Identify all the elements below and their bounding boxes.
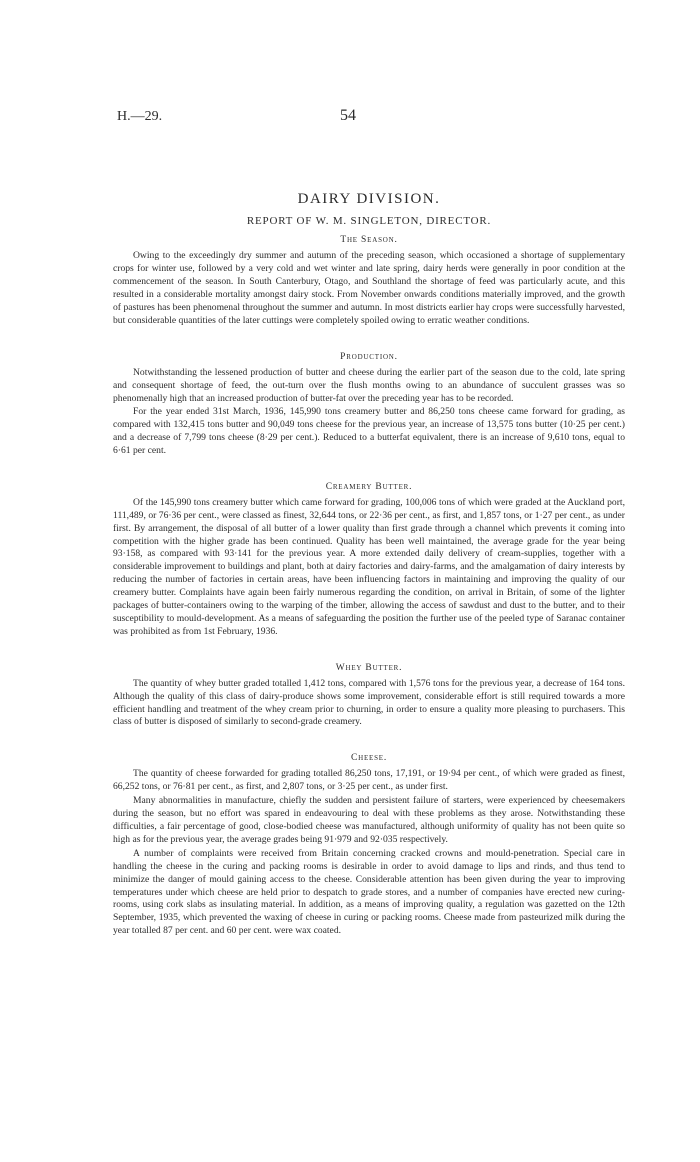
paragraph: For the year ended 31st March, 1936, 145,990 tons creamery butter and 86,250 tons cheese came forward for grading, as compared with 132,415 tons butter and 90,049 tons cheese for the previous year, an increase of 13,575 tons butter (10·25 per cent.) and a decrease of 7,799 tons cheese (8·29 per cent.). Reduced to a butterfat equivalent, there is an increase of 9,610 tons, equal to 6·61 per cent. (113, 406, 625, 456)
section-heading: Creamery Butter. (325, 481, 413, 492)
section-heading: Production. (340, 352, 398, 363)
paragraph: Many abnormalities in manufacture, chiefly the sudden and persistent failure of starters, were experienced by cheesemakers during the season, but no effort was spared in endeavouring to deal with these problems as they arose. Notwithstanding these difficulties, a fair percentage of good, close-bodied cheese was manufactured, although uniformity of quality has not been quite so high as for the previous year, the average grades being 91·979 and 92·035 respectively. (113, 795, 625, 845)
document-title: DAIRY DIVISION. (297, 191, 441, 207)
section-whey-butter (113, 662, 625, 730)
document-body (113, 190, 625, 938)
section-heading: Whey Butter. (335, 662, 403, 673)
section-creamery-butter (113, 481, 625, 639)
section-cheese (113, 752, 625, 938)
paragraph: The quantity of cheese forwarded for grading totalled 86,250 tons, 17,191, or 19·94 per cent., of which were graded as finest, 66,252 tons, or 76·81 per cent., as first, and 2,807 tons, or 3·25 per cent., as under first. (113, 768, 625, 793)
paragraph: Notwithstanding the lessened production of butter and cheese during the earlier part of the season due to the cold, late spring and consequent shortage of feed, the out-turn over the flush months owing to an abundance of succulent grasses was so phenomenally high that an increased production of butter-fat over the preceding year has to be recorded. (113, 367, 625, 405)
paragraph: The quantity of whey butter graded totalled 1,412 tons, compared with 1,576 tons for the previous year, a decrease of 164 tons. Although the quality of this class of dairy-produce shows some improvement, considerable effort is still required towards a more efficient handling and treatment of the whey cream prior to churning, in order to ensure a quality more pleasing to purchasers. This class of butter is disposed of similarly to second-grade creamery. (113, 677, 625, 728)
paragraph: A number of complaints were received from Britain concerning cracked crowns and mould-penetration. Special care in handling the cheese in the curing and packing rooms is desirable in order to avoid damage to lips and rinds, and thus tend to minimize the danger of mould gaining access to the cheese. Considerable attention has been given during the year to improving temperatures under which cheese are held prior to despatch to grade stores, and a number of companies have erected new curing-rooms, using cork slabs as insulating material. In addition, as a means of improving quality, a regulation was gazetted on the 12th September, 1935, which prevented the waxing of cheese in curing or packing rooms. Cheese made from pasteurized milk during the year totalled 87 per cent. and 60 per cent. were wax coated. (113, 847, 625, 937)
section-production (113, 351, 625, 457)
section-heading: The Season. (340, 235, 398, 245)
report-code: H.—29. (117, 109, 163, 124)
section-heading: Cheese. (350, 753, 388, 764)
paragraph: Of the 145,990 tons creamery butter which came forward for grading, 100,006 tons of which were graded at the Auckland port, 111,489, or 76·36 per cent., were classed as finest, 32,644 tons, or 22·36 per cent., as first, and 1,857 tons, or 1·27 per cent., as under first. By arrangement, the disposal of all butter of a lower quality than first grade through a channel which prevents it coming into competition with the higher grade has been continued. Quality has been well maintained, the average grade for the year being 93·158, as compared with 93·141 for the previous year. A more extended daily delivery of cream-supplies, together with a considerable improvement to buildings and plant, both at dairy factories and dairy-farms, and the amalgamation of dairy interests by reducing the number of factories in certain areas, have been influencing factors in maintaining and improving the quality of our creamery butter. Complaints have again been fairly numerous regarding the condition, on arrival in Britain, of some of the lighter packages of butter-containers owing to the warping of the timber, allowing the access of sawdust and dust to the butter, and to their susceptibility to mould-development. As a means of safeguarding the position the further use of the peeled type of Saranac container was prohibited as from 1st February, 1936. (113, 496, 625, 637)
paragraph: Owing to the exceedingly dry summer and autumn of the preceding season, which occasioned a shortage of supplementary crops for winter use, followed by a very cold and wet winter and late spring, dairy herds were generally in poor condition at the commencement of the season. In South Canterbury, Otago, and Southland the shortage of feed was particularly acute, and this resulted in a considerable mortality amongst dairy stock. From November onwards conditions materially improved, and the growth of pastures has been phenomenal throughout the summer and autumn. In most districts earlier hay crops were successfully harvested, but considerable quantities of the later cuttings were completely spoiled owing to erratic weather conditions. (113, 250, 625, 326)
section-season (113, 234, 625, 327)
page-number: 54 (340, 107, 356, 124)
document-subtitle: REPORT OF W. M. SINGLETON, DIRECTOR. (246, 215, 492, 227)
